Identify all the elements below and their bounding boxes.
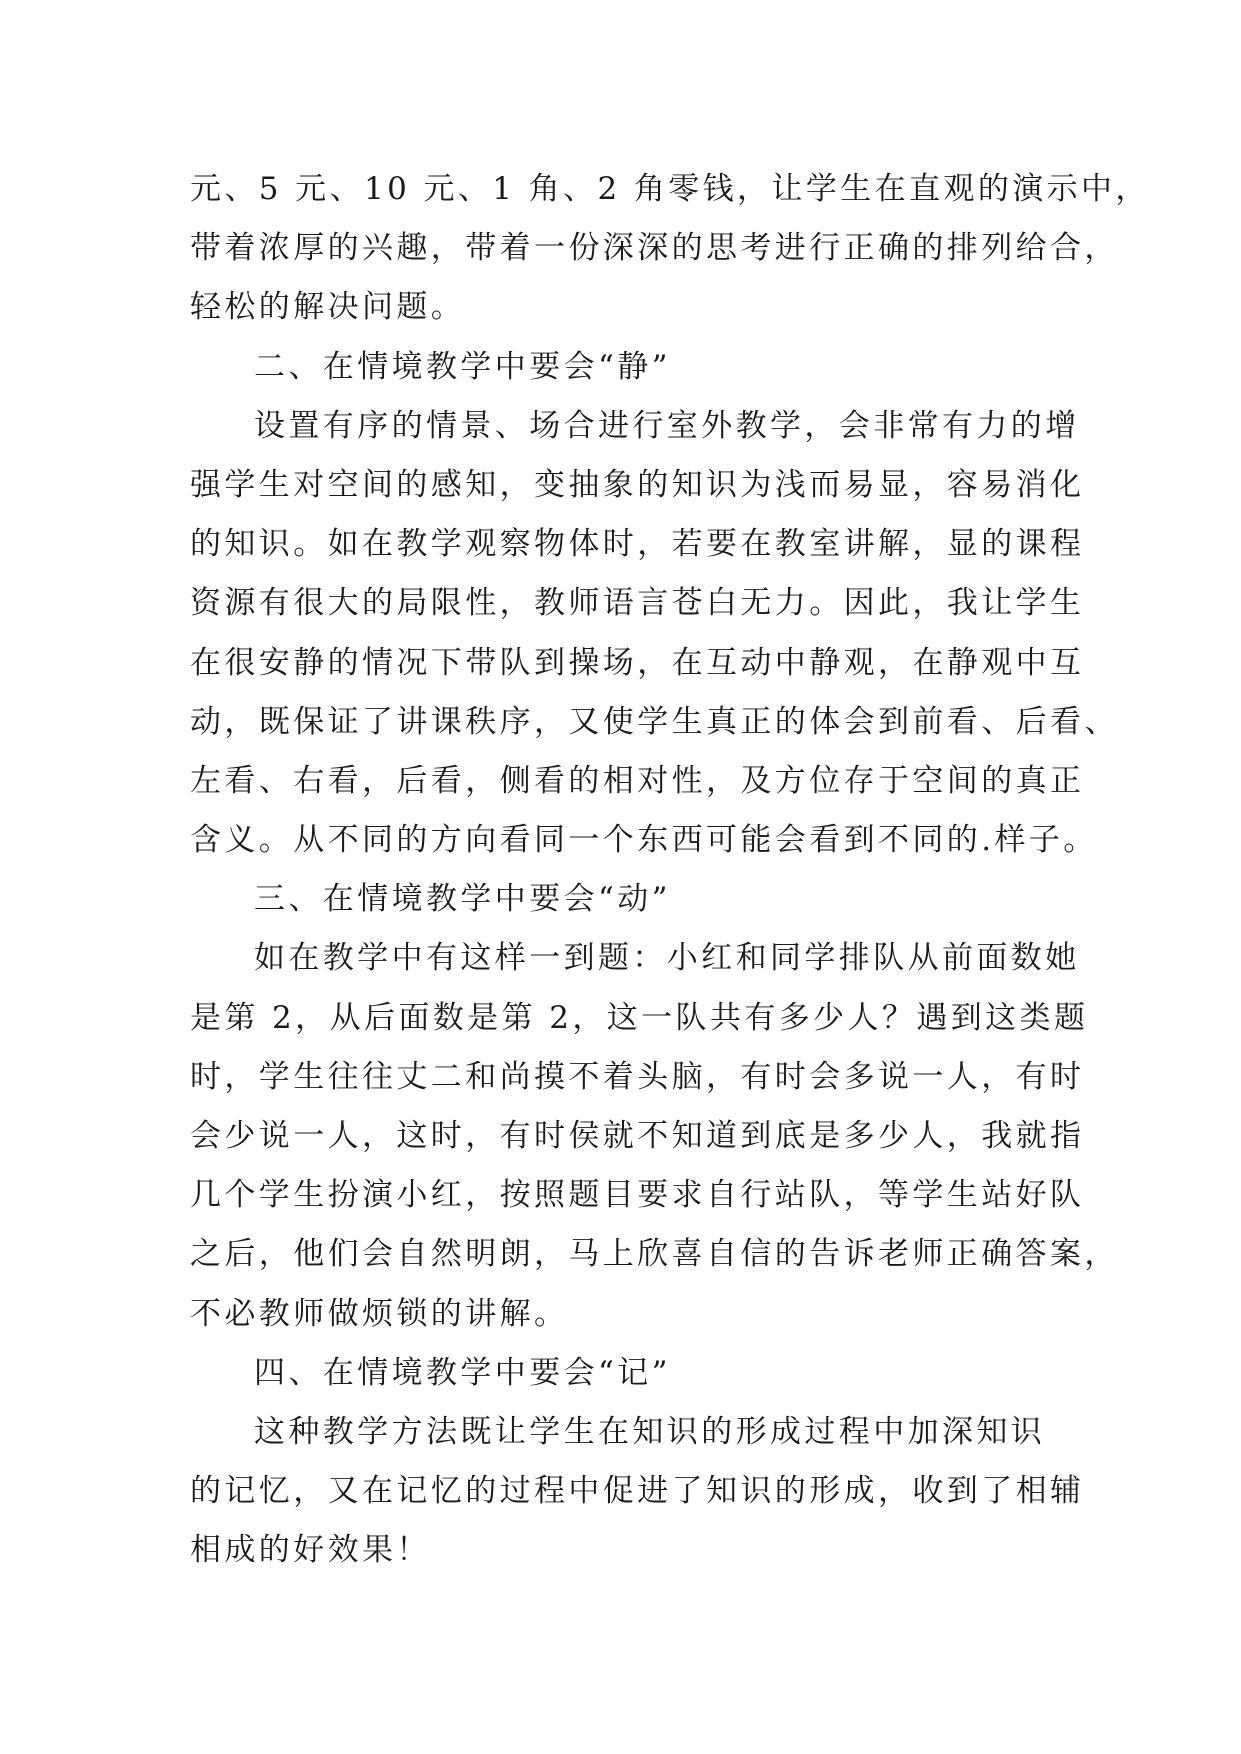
text-line: 这种教学方法既让学生在知识的形成过程中加深知识 [254, 1413, 1046, 1450]
text-line: 不必教师做烦锁的讲解。 [190, 1295, 569, 1332]
text-line: 资源有很大的局限性，教师语言苍白无力。因此，我让学生 [190, 585, 1085, 622]
text-line: 时，学生往往丈二和尚摸不着头脑，有时会多说一人，有时 [190, 1058, 1085, 1095]
section-heading: 三、在情境教学中要会“动” [254, 881, 671, 918]
text-line: 几个学生扮演小红，按照题目要求自行站队，等学生站好队 [190, 1177, 1085, 1214]
text-line: 如在教学中有这样一到题：小红和同学排队从前面数她 [254, 940, 1080, 977]
text-line: 左看、右看，后看，侧看的相对性，及方位存于空间的真正 [190, 762, 1085, 799]
text-line: 是第 2，从后面数是第 2，这一队共有多少人？遇到这类题 [190, 999, 1089, 1036]
text-line: 之后，他们会自然明朗，马上欣喜自信的告诉老师正确答案， [190, 1236, 1119, 1273]
text-line: 设置有序的情景、场合进行室外教学，会非常有力的增 [254, 407, 1080, 444]
text-line: 带着浓厚的兴趣，带着一份深深的思考进行正确的排列给合， [190, 230, 1119, 267]
text-line: 元、5 元、10 元、1 角、2 角零钱，让学生在直观的演示中， [190, 171, 1150, 207]
section-heading: 四、在情境教学中要会“记” [254, 1354, 671, 1391]
body-text [190, 160, 1150, 1581]
text-line: 的记忆，又在记忆的过程中促进了知识的形成，收到了相辅 [190, 1473, 1085, 1510]
text-line: 动，既保证了讲课秩序，又使学生真正的体会到前看、后看、 [190, 703, 1119, 740]
text-line: 的知识。如在教学观察物体时，若要在教室讲解，显的课程 [190, 526, 1085, 563]
text-line: 会少说一人，这时，有时侯就不知道到底是多少人，我就指 [190, 1118, 1085, 1154]
section-heading: 二、在情境教学中要会“静” [254, 348, 671, 385]
text-line: 在很安静的情况下带队到操场，在互动中静观，在静观中互 [190, 644, 1085, 681]
text-line: 强学生对空间的感知，变抽象的知识为浅而易显，容易消化 [190, 466, 1085, 503]
text-line: 相成的好效果！ [190, 1532, 431, 1569]
text-line: 轻松的解决问题。 [190, 289, 466, 326]
text-line: 含义。从不同的方向看同一个东西可能会看到不同的.样子。 [190, 822, 1098, 859]
